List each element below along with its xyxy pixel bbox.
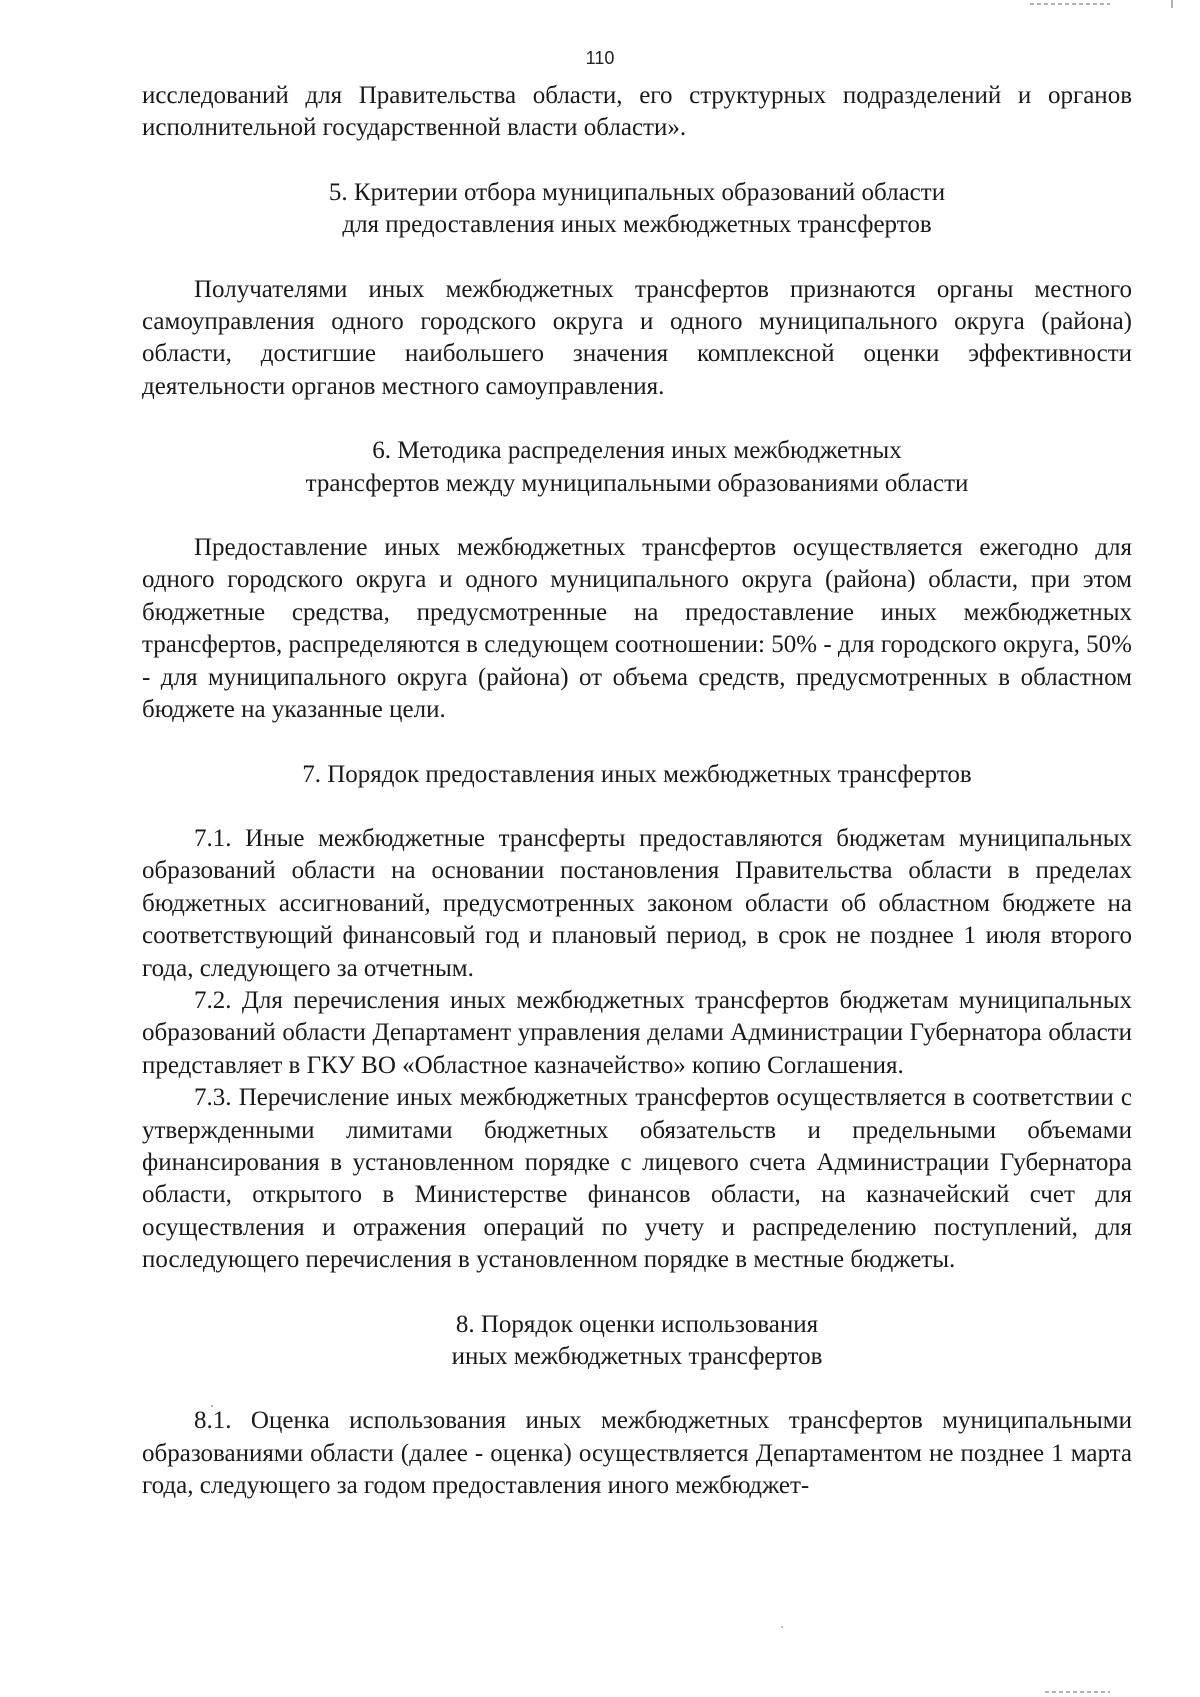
section-8-title-line-1: 8. Порядок оценки использования [455, 1310, 819, 1338]
document-body [142, 80, 1132, 1503]
section-6-title-line-2: трансфертов между муниципальными образованиями области [305, 469, 969, 497]
section-7-heading [142, 759, 1132, 791]
section-5-heading [142, 177, 1132, 242]
section-6-paragraph: Предоставление иных межбюджетных трансфертов осуществляется ежегодно для одного городского округа и одного муниципального округа (района) области, при этом бюджетные средства, предусмотренные на предоставление иных межбюджетных трансфертов, распределяются в следующем соотношении: 50% - для городского округа, 50% - для муниципального округа (района) от объема средств, предусмотренных в областном бюджете на указанные цели. [142, 534, 1132, 724]
section-8-title-line-2: иных межбюджетных трансфертов [451, 1343, 823, 1370]
section-5-title-line-1: 5. Критерии отбора муниципальных образований области [328, 178, 946, 206]
intro-paragraph: исследований для Правительства области, его структурных подразделений и органов исполнительной государственной власти области». [142, 82, 1132, 142]
scan-speck-2 [781, 1626, 783, 1628]
section-8-1-paragraph: 8.1. Оценка использования иных межбюджетных трансфертов муниципальными образованиями области (далее - оценка) осуществляется Департаментом не позднее 1 марта года, следующего за годом предоставления иного межбюджет- [142, 1407, 1132, 1500]
section-7-title-line-1: 7. Порядок предоставления иных межбюджетных трансфертов [302, 760, 972, 788]
section-7-2-paragraph: 7.2. Для перечисления иных межбюджетных трансфертов бюджетам муниципальных образований области Департамент управления делами Администрации Губернатора области представляет в ГКУ ВО «Областное казначейство» копию Соглашения. [142, 986, 1132, 1079]
section-6-heading [142, 435, 1132, 500]
section-7-1-paragraph: 7.1. Иные межбюджетные трансферты предоставляются бюджетам муниципальных образований области на основании постановления Правительства области в пределах бюджетных ассигнований, предусмотренных законом области об областном бюджете на соответствующий финансовый год и плановый период, в срок не позднее 1 июля второго года, следующего за отчетным. [142, 824, 1132, 982]
page-number: 110 [585, 48, 615, 68]
section-5-title-line-2: для предоставления иных межбюджетных трансфертов [342, 211, 932, 239]
section-5-paragraph: Получателями иных межбюджетных трансфертов признаются органы местного самоуправления одного городского округа и одного муниципального округа (района) области, достигшие наибольшего значения комплексной оценки эффективности деятельности органов местного самоуправления. [142, 275, 1132, 400]
section-7-3-paragraph: 7.3. Перечисление иных межбюджетных трансфертов осуществляется в соответствии с утвержденными лимитами бюджетных обязательств и предельными объемами финансирования в установленном порядке с лицевого счета Администрации Губернатора области, открытого в Министерстве финансов области, на казначейский счет для осуществления и отражения операций по учету и распределению поступлений, для последующего перечисления в установленном порядке в местные бюджеты. [142, 1084, 1132, 1274]
section-6-title-line-1: 6. Методика распределения иных межбюджетных [372, 437, 902, 465]
section-8-heading [142, 1309, 1132, 1374]
